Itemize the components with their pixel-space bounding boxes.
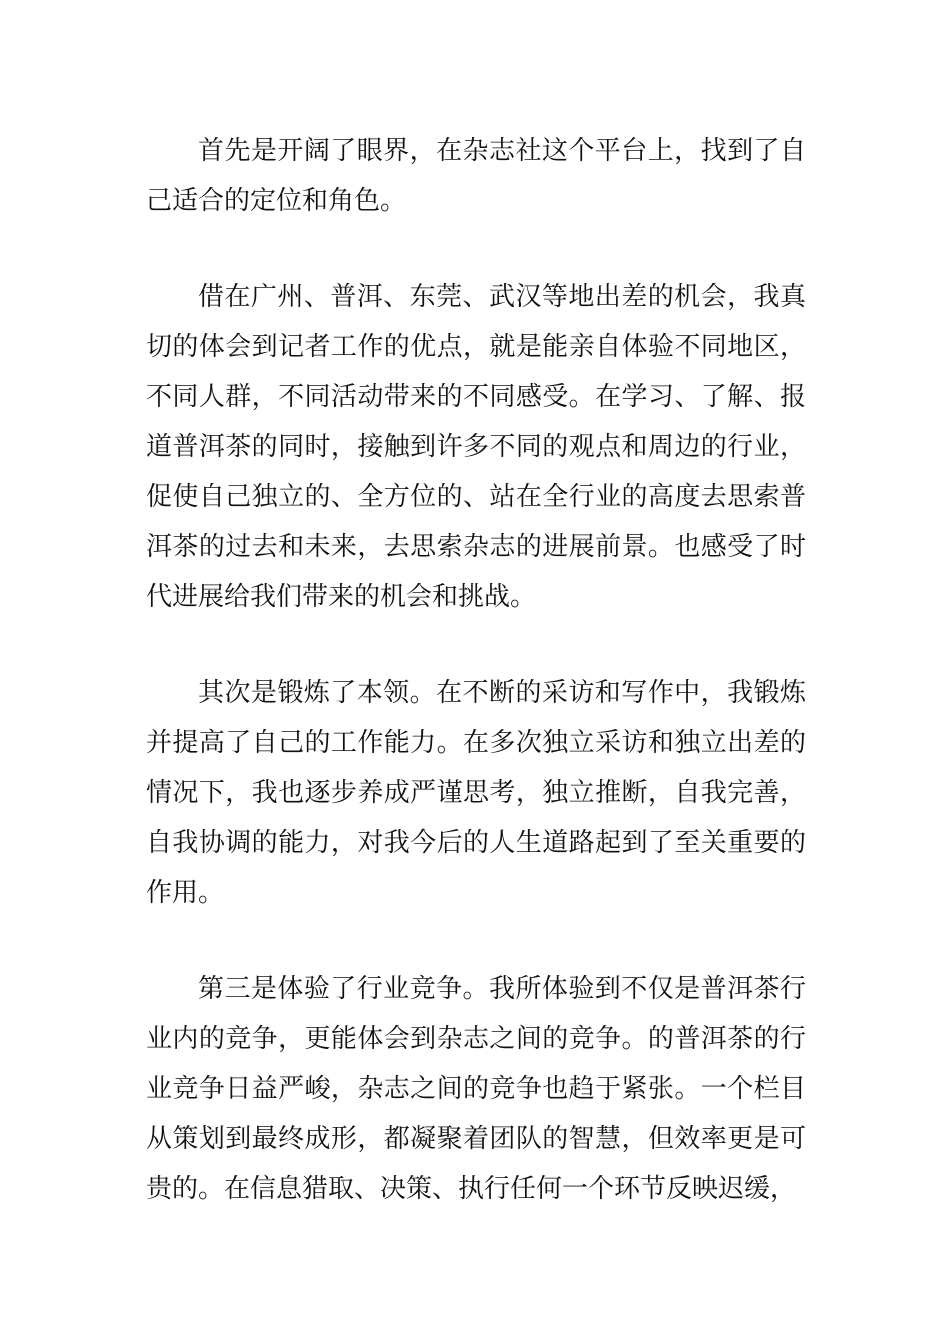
paragraph-1: 首先是开阔了眼界，在杂志社这个平台上，找到了自己适合的定位和角色。 bbox=[146, 136, 806, 216]
paragraph-3: 其次是锻炼了本领。在不断的采访和写作中，我锻炼并提高了自己的工作能力。在多次独立采访和独立出差的情况下，我也逐步养成严谨思考，独立推断，自我完善，自我协调的能力，对我今后的人生道路起到了至关重要的作用。 bbox=[146, 678, 806, 908]
paragraph-4: 第三是体验了行业竞争。我所体验到不仅是普洱茶行业内的竞争，更能体会到杂志之间的竞争。的普洱茶的行业竞争日益严峻，杂志之间的竞争也趋于紧张。一个栏目从策划到最终成形，都凝聚着团队的智慧，但效率更是可贵的。在信息猎取、决策、执行任何一个环节反映迟缓， bbox=[146, 974, 806, 1204]
paragraph-2: 借在广州、普洱、东莞、武汉等地出差的机会，我真切的体会到记者工作的优点，就是能亲自体验不同地区，不同人群，不同活动带来的不同感受。在学习、了解、报道普洱茶的同时，接触到许多不同的观点和周边的行业，促使自己独立的、全方位的、站在全行业的高度去思索普洱茶的过去和未来，去思索杂志的进展前景。也感受了时代进展给我们带来的机会和挑战。 bbox=[146, 282, 806, 612]
document-page bbox=[146, 126, 806, 1326]
